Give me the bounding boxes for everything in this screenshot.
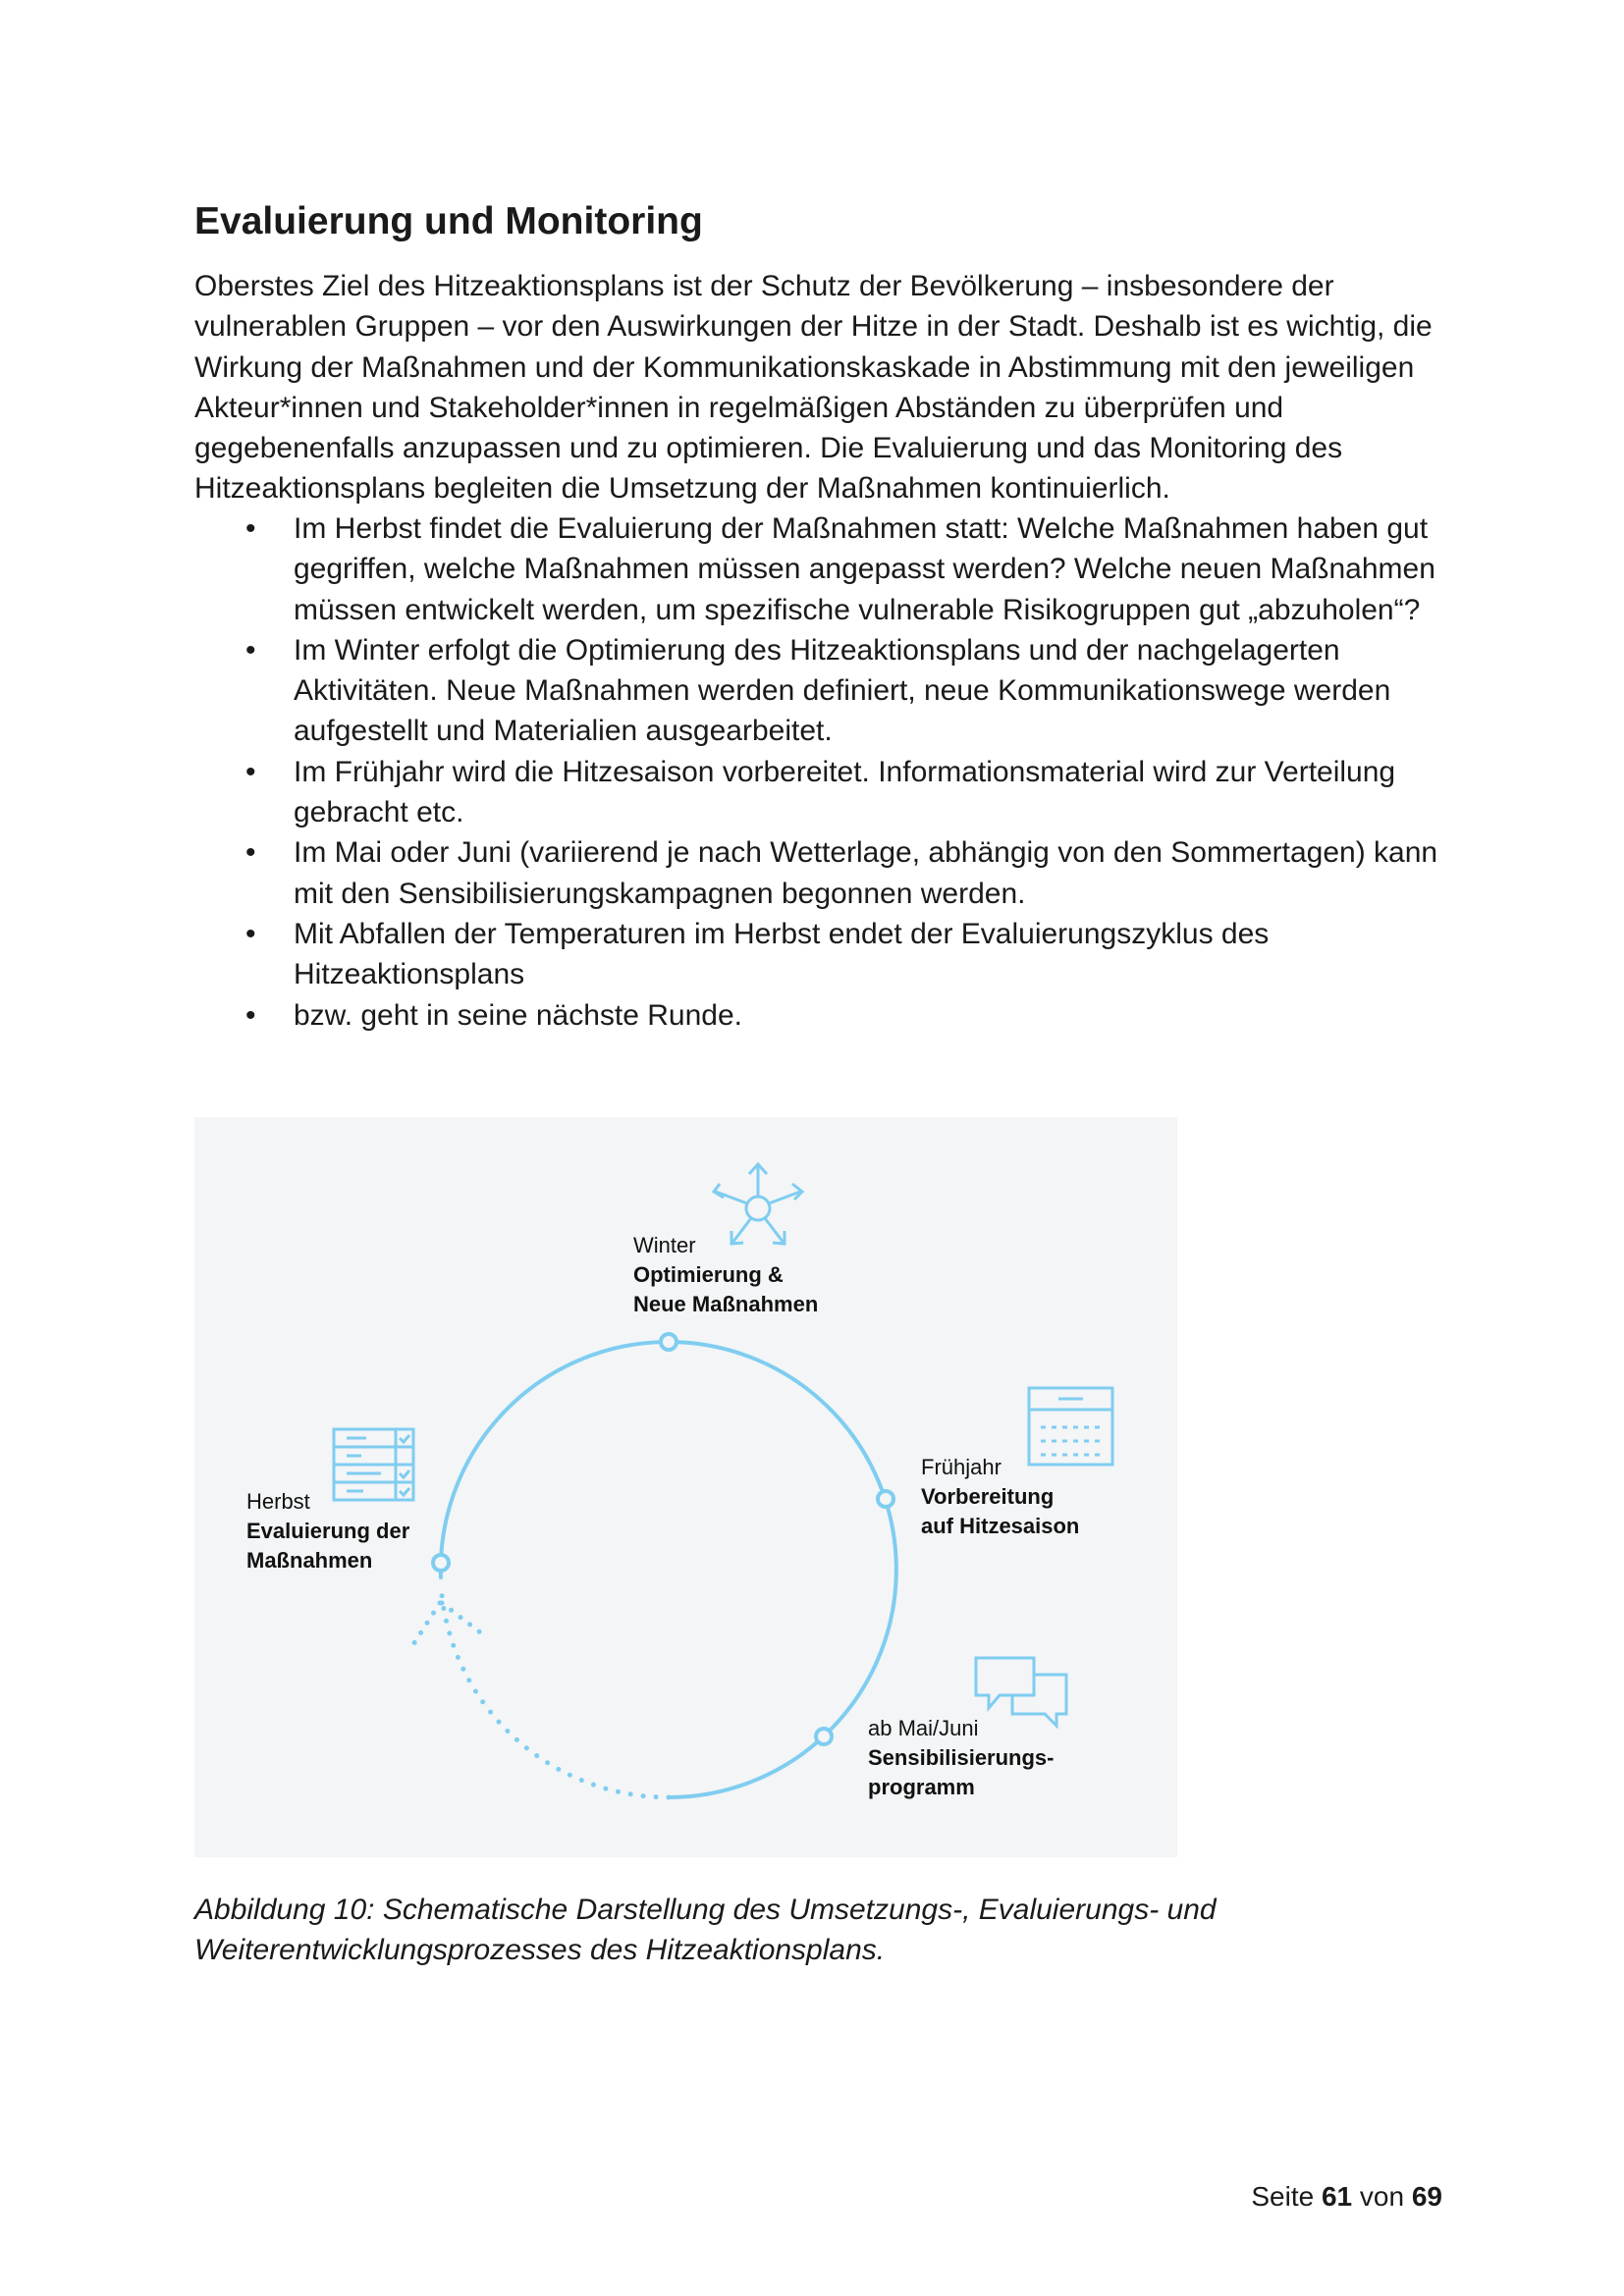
list-item (194, 832, 1461, 914)
list-item-text: Im Winter erfolgt die Optimierung des Hitzeaktionsplans und der nachgelagerten Aktivitäten. Neue Maßnahmen werden definiert, neue Kommunikationswege werden aufgestellt und Materialien ausgearbeitet. (294, 633, 1391, 748)
stage-spring-label (921, 1453, 1079, 1541)
node-winter (661, 1334, 677, 1350)
node-summer (816, 1729, 832, 1744)
stage-title: Optimierung & (633, 1262, 784, 1287)
stage-autumn-label (246, 1487, 409, 1575)
bullet-icon: • (245, 917, 256, 950)
section-heading: Evaluierung und Monitoring (194, 200, 703, 242)
figure-caption: Abbildung 10: Schematische Darstellung des Umsetzungs-, Evaluierungs- und Weiterentwicklungsprozesses des Hitzeaktionsplans. (194, 1894, 1217, 1966)
stage-title: programm (868, 1775, 975, 1799)
list-item-text: Mit Abfallen der Temperaturen im Herbst endet der Evaluierungszyklus des Hitzeaktionsplans (294, 917, 1270, 991)
list-item (194, 508, 1461, 630)
list-item-text: Im Frühjahr wird die Hitzesaison vorbereitet. Informationsmaterial wird zur Verteilung gebracht etc. (294, 755, 1396, 829)
cycle-diagram (194, 1117, 1177, 1857)
page-total: 69 (1411, 2181, 1442, 2212)
bullet-list (194, 508, 1461, 1036)
bullet-icon: • (245, 836, 256, 870)
dotted-arrowhead (408, 1603, 484, 1652)
node-spring (878, 1491, 893, 1507)
list-item (194, 995, 1461, 1036)
stage-title: Neue Maßnahmen (633, 1292, 819, 1316)
page-number: 61 (1321, 2181, 1353, 2212)
bullet-icon: • (245, 512, 256, 545)
page-footer (1251, 2181, 1442, 2213)
page-separator: von (1359, 2181, 1405, 2212)
bullet-icon: • (245, 998, 256, 1032)
stage-summer-label (868, 1714, 1055, 1802)
stage-winter-label (633, 1231, 818, 1319)
stage-season: ab Mai/Juni (868, 1716, 979, 1740)
stage-title: Vorbereitung (921, 1484, 1055, 1509)
list-item-text: Im Herbst findet die Evaluierung der Maßnahmen statt: Welche Maßnahmen haben gut gegriffen, welche Maßnahmen müssen angepasst werden? Welche neuen Maßnahmen müssen entwickelt werden, um spezifische vulnerable Risikogruppen gut „abzuholen“? (294, 512, 1435, 626)
list-item (194, 914, 1461, 995)
list-item (194, 752, 1461, 833)
bullet-icon: • (245, 755, 256, 788)
stage-title: Sensibilisierungs- (868, 1745, 1055, 1770)
list-item (194, 630, 1461, 752)
page-prefix: Seite (1251, 2181, 1315, 2212)
stage-season: Herbst (246, 1489, 310, 1514)
dotted-return-arc (442, 1595, 669, 1797)
stage-title: Maßnahmen (246, 1548, 373, 1573)
list-item-text: Im Mai oder Juni (variierend je nach Wetterlage, abhängig von den Sommertagen) kann mit den Sensibilisierungskampagnen begonnen werden. (294, 836, 1438, 910)
stage-title: Evaluierung der (246, 1519, 410, 1543)
bullet-icon: • (245, 633, 256, 667)
intro-paragraph: Oberstes Ziel des Hitzeaktionsplans ist der Schutz der Bevölkerung – insbesondere der vulnerablen Gruppen – vor den Auswirkungen der Hitze in der Stadt. Deshalb ist es wichtig, die Wirkung der Maßnahmen und der Kommunikationskaskade in Abstimmung mit den jeweiligen Akteur*innen und Stakeholder*innen in regelmäßigen Abständen zu überprüfen und gegebenenfalls anzupassen und zu optimieren. Die Evaluierung und das Monitoring des Hitzeaktionsplans begleiten die Umsetzung der Maßnahmen kontinuierlich. (194, 270, 1433, 506)
stage-title: auf Hitzesaison (921, 1514, 1080, 1538)
stage-season: Winter (633, 1233, 696, 1257)
stage-season: Frühjahr (921, 1455, 1001, 1479)
node-autumn (433, 1555, 449, 1571)
list-item-text: bzw. geht in seine nächste Runde. (294, 998, 742, 1032)
